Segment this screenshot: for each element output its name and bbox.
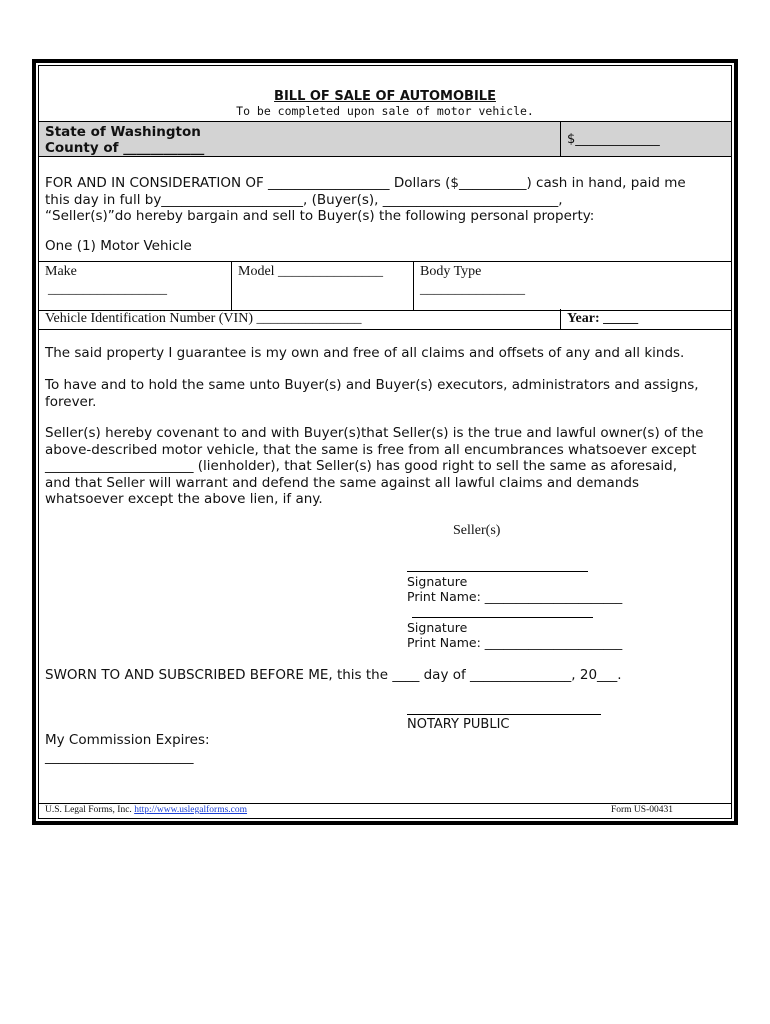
- consideration-line-1[interactable]: FOR AND IN CONSIDERATION OF __________________ Dollars ($__________) cash in hand, paid me: [45, 175, 686, 191]
- table-divider: [231, 262, 232, 310]
- footer-company-block: [45, 805, 247, 815]
- vin-divider: [560, 309, 561, 329]
- footer-company: U.S. Legal Forms, Inc.: [45, 805, 132, 815]
- form-title: BILL OF SALE OF AUTOMOBILE: [274, 89, 496, 104]
- sworn-statement[interactable]: SWORN TO AND SUBSCRIBED BEFORE ME, this the ____ day of _______________, 20___.: [45, 667, 622, 683]
- seller-signature-line-2[interactable]: [412, 617, 593, 618]
- amount-field[interactable]: $_____________: [567, 132, 660, 147]
- commission-block: [45, 732, 721, 765]
- table-divider: [413, 262, 414, 310]
- make-field[interactable]: _________________: [48, 282, 167, 297]
- jurisdiction-row: [39, 121, 731, 157]
- form-outer-border: [32, 59, 738, 825]
- seller-signature-block-2: [407, 620, 622, 650]
- county-field[interactable]: County of ____________: [45, 140, 205, 156]
- body-type-label: Body Type: [420, 264, 482, 279]
- signature-label: Signature: [407, 620, 468, 635]
- notary-signature-line[interactable]: [407, 714, 601, 715]
- year-field[interactable]: Year: _____: [567, 311, 639, 326]
- consideration-line-2[interactable]: this day in full by_____________________, (Buyer(s), __________________________,: [45, 191, 563, 208]
- commission-label: My Commission Expires:: [45, 732, 210, 748]
- body-type-field[interactable]: _______________: [420, 282, 525, 297]
- consideration-paragraph: [45, 175, 721, 225]
- vin-field[interactable]: Vehicle Identification Number (VIN) _______________: [45, 311, 362, 326]
- hold-clause-line-1: To have and to hold the same unto Buyer(s) and Buyer(s) executors, administrators and assigns,: [45, 377, 699, 393]
- form-subtitle: To be completed upon sale of motor vehicle.: [236, 104, 534, 118]
- form-footer: [39, 803, 731, 818]
- covenant-clause: [45, 425, 721, 508]
- make-cell: [45, 264, 167, 310]
- covenant-line-1: Seller(s) hereby covenant to and with Buyer(s)that Seller(s) is the true and lawful owner(s) of the: [45, 425, 704, 441]
- vin-row: [39, 309, 731, 330]
- print-name-field-2[interactable]: Print Name: ______________________: [407, 635, 623, 650]
- commission-expires-field[interactable]: ______________________: [45, 748, 194, 765]
- covenant-line-4: and that Seller will warrant and defend the same against all lawful claims and demands: [45, 474, 639, 491]
- form-body: [38, 65, 732, 819]
- make-label: Make: [45, 264, 77, 279]
- footer-website-link[interactable]: http://www.uslegalforms.com: [134, 805, 248, 815]
- lienholder-field[interactable]: ______________________ (lienholder), that Seller(s) has good right to sell the same as aforesaid,: [45, 458, 678, 474]
- seller-signature-line-1[interactable]: [407, 571, 588, 572]
- state-label: State of Washington: [45, 124, 201, 140]
- vehicle-details-table: [39, 261, 731, 311]
- hold-clause-line-2: forever.: [45, 393, 97, 410]
- covenant-line-5: whatsoever except the above lien, if any.: [45, 491, 323, 507]
- hold-clause: [45, 377, 721, 410]
- signature-label: Signature: [407, 574, 468, 589]
- notary-public-label: NOTARY PUBLIC: [407, 717, 510, 732]
- sellers-heading: Seller(s): [453, 523, 501, 538]
- guarantee-clause: The said property I guarantee is my own and free of all claims and offsets of any and all kinds.: [45, 345, 685, 361]
- seller-signature-block-1: [407, 574, 622, 604]
- covenant-line-2: above-described motor vehicle, that the same is free from all encumbrances whatsoever except: [45, 441, 697, 458]
- body-type-cell: [420, 264, 525, 310]
- vehicle-intro: One (1) Motor Vehicle: [45, 238, 192, 254]
- model-field[interactable]: Model _______________: [238, 264, 384, 279]
- jurisdiction-divider: [560, 122, 561, 156]
- consideration-line-3: “Seller(s)”do hereby bargain and sell to Buyer(s) the following personal property:: [45, 208, 595, 224]
- footer-form-number: Form US-00431: [610, 805, 673, 815]
- print-name-field-1[interactable]: Print Name: ______________________: [407, 589, 623, 604]
- jurisdiction-block: [45, 124, 204, 156]
